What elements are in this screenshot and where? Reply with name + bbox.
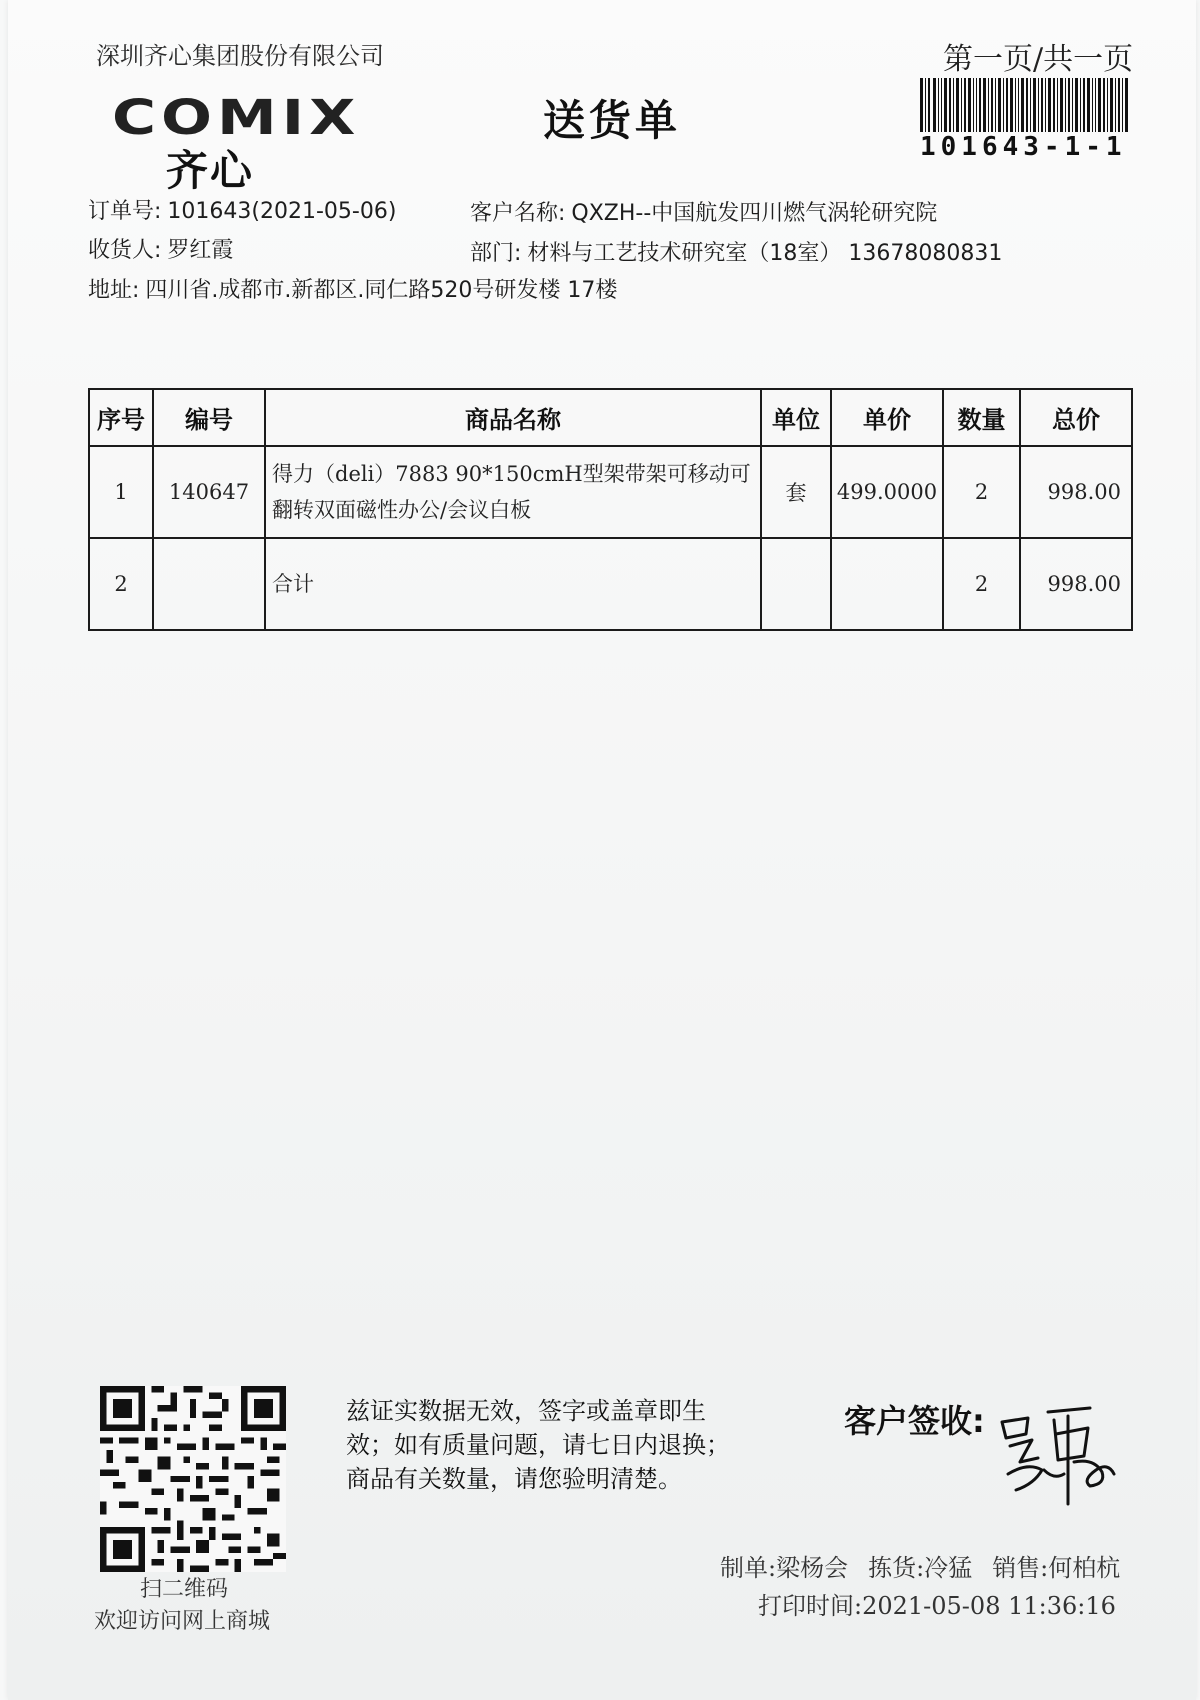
customer-name-value: QXZH--中国航发四川燃气涡轮研究院 (571, 201, 938, 226)
column-header-code: 编号 (153, 389, 265, 446)
order-number (88, 194, 396, 225)
table-header-row (89, 389, 1132, 446)
customer-sign-label: 客户签收: (844, 1402, 985, 1440)
cell-code: 140647 (153, 446, 265, 538)
column-header-seq: 序号 (89, 389, 153, 446)
department-label: 部门: (470, 241, 522, 266)
notice-line: 兹证实数据无效，签字或盖章即生 (346, 1397, 706, 1425)
maker-name: 制单:梁杨会 (720, 1554, 849, 1582)
qr-caption-scan: 扫二维码 (140, 1577, 229, 1602)
cell-total: 998.00 (1020, 538, 1132, 630)
cell-product-name (265, 446, 761, 538)
document-title: 送货单 (543, 96, 682, 145)
notice-line: 商品有关数量，请您验明清楚。 (346, 1465, 682, 1493)
qr-caption-visit: 欢迎访问网上商城 (94, 1609, 271, 1634)
cell-seq: 1 (89, 446, 153, 538)
comix-logo: COMIX (112, 90, 361, 146)
receiver-label: 收货人: (88, 238, 162, 263)
barcode-image (920, 78, 1130, 132)
column-header-total: 总价 (1020, 389, 1132, 446)
cell-code (153, 538, 265, 630)
qr-code-image (100, 1386, 286, 1572)
page-info: 第一页/共一页 (943, 42, 1134, 77)
cell-seq: 2 (89, 538, 153, 630)
items-table (88, 388, 1133, 631)
sales-name: 销售:何柏杭 (992, 1554, 1121, 1582)
comix-logo-cn: 齐心 (166, 146, 255, 195)
product-name-line1: 得力（deli）7883 90*150cmH型架带架可移动可 (272, 462, 751, 486)
barcode-number: 101643-1-1 (920, 132, 1127, 162)
cell-unit (761, 538, 831, 630)
notice-text (346, 1394, 766, 1496)
handwritten-signature (998, 1400, 1118, 1510)
customer-name (470, 196, 937, 227)
column-header-quantity: 数量 (943, 389, 1020, 446)
address-value: 四川省.成都市.新都区.同仁路520号研发楼 17楼 (145, 278, 618, 303)
column-header-product-name: 商品名称 (265, 389, 761, 446)
staff-info (720, 1548, 1140, 1583)
cell-total: 998.00 (1020, 446, 1132, 538)
receiver (88, 233, 233, 264)
address-label: 地址: (88, 278, 140, 303)
cell-quantity: 2 (943, 538, 1020, 630)
receiver-value: 罗红霞 (167, 238, 234, 263)
notice-line: 效；如有质量问题，请七日内退换； (346, 1431, 730, 1459)
table-row (89, 446, 1132, 538)
cell-unit-price: 499.0000 (831, 446, 943, 538)
column-header-unit-price: 单价 (831, 389, 943, 446)
address (88, 273, 617, 304)
delivery-note-paper (8, 0, 1196, 1700)
product-name-line2: 翻转双面磁性办公/会议白板 (272, 498, 532, 522)
cell-unit-price (831, 538, 943, 630)
company-name: 深圳齐心集团股份有限公司 (96, 42, 384, 70)
column-header-unit: 单位 (761, 389, 831, 446)
department (470, 236, 1002, 267)
table-row-subtotal (89, 538, 1132, 630)
order-number-label: 订单号: (88, 199, 162, 224)
department-value: 材料与工艺技术研究室（18室） 13678080831 (527, 241, 1003, 266)
cell-unit: 套 (761, 446, 831, 538)
print-time: 打印时间:2021-05-08 11:36:16 (758, 1592, 1116, 1620)
cell-quantity: 2 (943, 446, 1020, 538)
cell-product-name: 合计 (265, 538, 761, 630)
order-number-value: 101643(2021-05-06) (167, 199, 397, 224)
customer-name-label: 客户名称: (470, 201, 566, 226)
picker-name: 拣货:冷猛 (868, 1554, 973, 1582)
